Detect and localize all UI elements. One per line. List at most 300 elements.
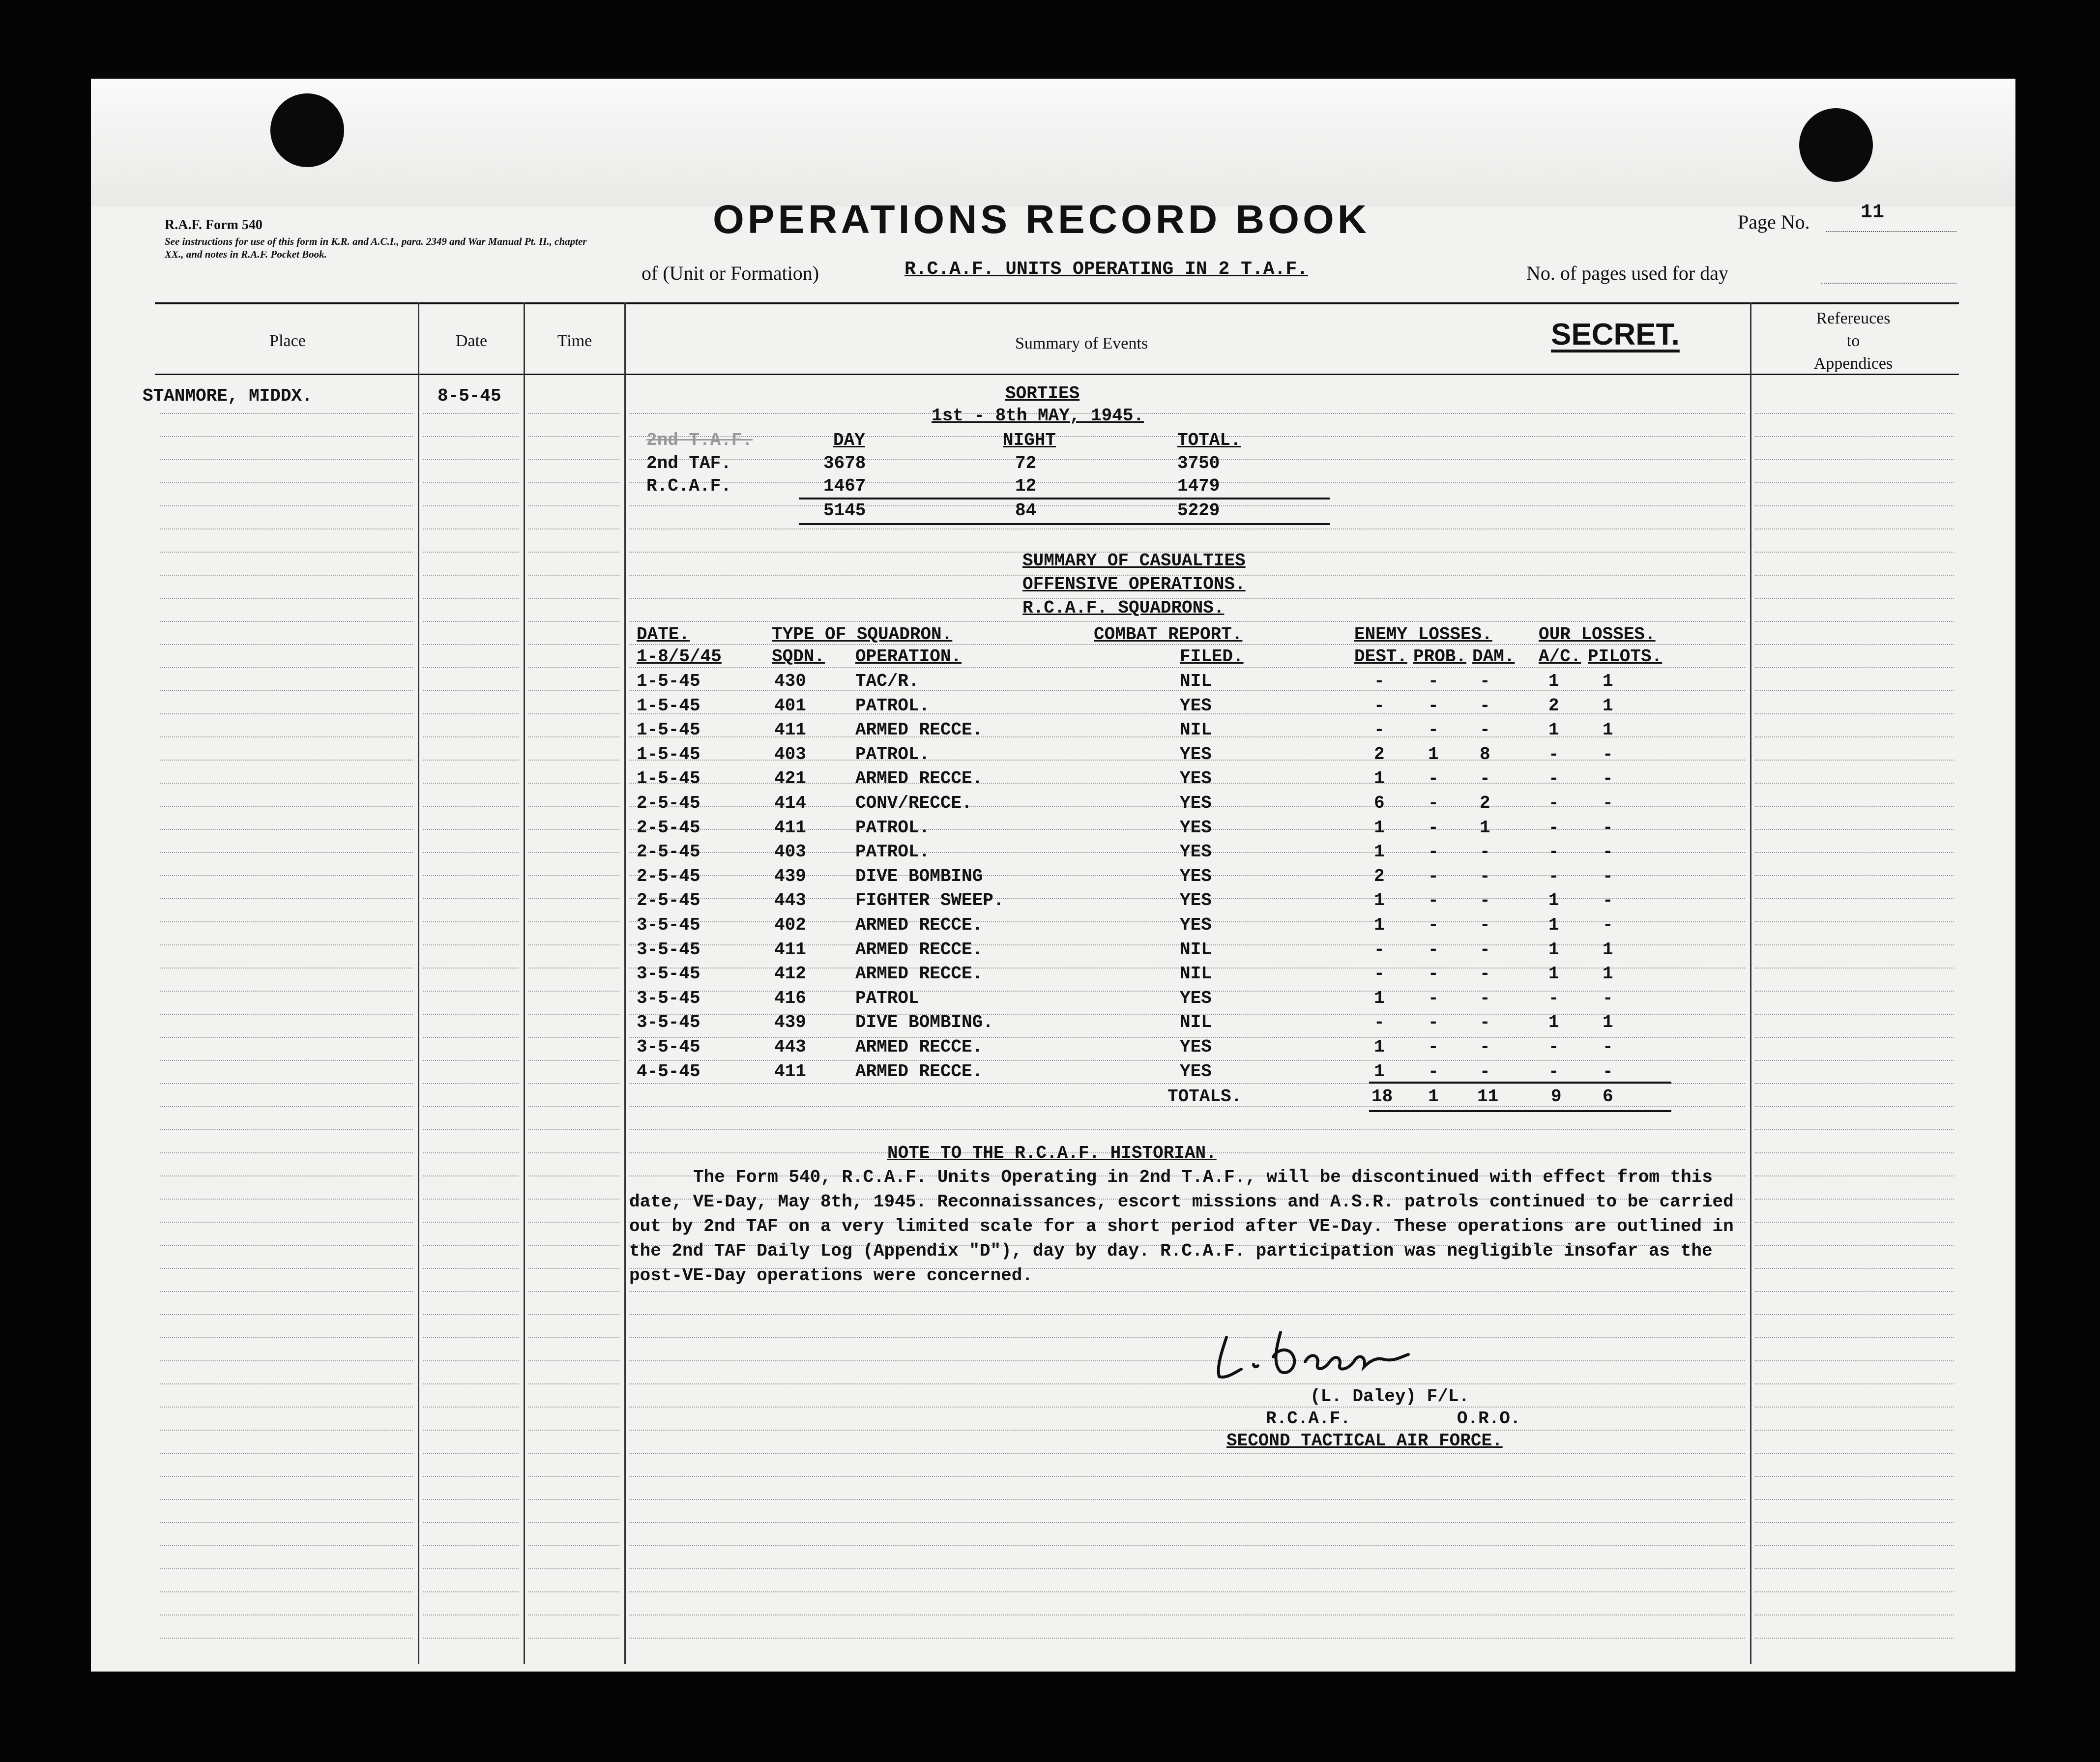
sorties-period: 1st - 8th MAY, 1945.	[932, 406, 1144, 426]
ruled-dotted-line	[528, 713, 619, 714]
ruled-dotted-line	[160, 991, 413, 992]
sorties-row-total: 3750	[1177, 453, 1220, 473]
cas-cell-date: 1-5-45	[637, 768, 700, 789]
ruled-dotted-line	[1755, 760, 1954, 761]
sorties-col-day: DAY	[833, 430, 865, 450]
ruled-dotted-line	[1755, 505, 1954, 506]
casualties-title-1: SUMMARY OF CASUALTIES	[1022, 551, 1246, 571]
ruled-dotted-line	[528, 1083, 619, 1084]
cas-cell-filed: YES	[1180, 1061, 1212, 1082]
cas-cell-operation: ARMED RECCE.	[855, 768, 983, 789]
ruled-dotted-line	[160, 1337, 413, 1338]
ruled-dotted-line	[629, 1314, 1745, 1315]
ruled-dotted-line	[1755, 736, 1954, 737]
signature-unit: SECOND TACTICAL AIR FORCE.	[1226, 1431, 1503, 1451]
ruled-dotted-line	[528, 1360, 619, 1361]
ruled-dotted-line	[528, 1037, 619, 1038]
ruled-dotted-line	[1755, 1522, 1954, 1523]
ruled-dotted-line	[528, 690, 619, 691]
ruled-dotted-line	[629, 1430, 1745, 1431]
ruled-dotted-line	[629, 1291, 1745, 1292]
cas-cell-filed: NIL	[1180, 720, 1212, 740]
ruled-dotted-line	[423, 1291, 519, 1292]
ruled-dotted-line	[423, 829, 519, 830]
ruled-dotted-line	[160, 1522, 413, 1523]
cas-cell-pilots: -	[1603, 1061, 1613, 1082]
ruled-dotted-line	[528, 944, 619, 945]
cas-cell-prob: -	[1428, 964, 1439, 984]
cas-cell-prob: -	[1428, 1012, 1439, 1033]
ruled-dotted-line	[160, 1037, 413, 1038]
header-references	[1752, 307, 1954, 375]
ruled-dotted-line	[160, 1430, 413, 1431]
cas-cell-dest: 1	[1374, 768, 1385, 789]
cas-cell-dest: -	[1374, 1012, 1385, 1033]
ruled-dotted-line	[423, 1360, 519, 1361]
ruled-dotted-line	[160, 1106, 413, 1107]
ruled-dotted-line	[160, 552, 413, 553]
cas-cell-operation: DIVE BOMBING	[855, 866, 983, 886]
cas-total-prob: 1	[1428, 1087, 1439, 1107]
ruled-dotted-line	[160, 1083, 413, 1084]
cas-cell-dam: -	[1480, 890, 1490, 911]
cas-cell-dam: 2	[1480, 793, 1490, 813]
ruled-dotted-line	[1755, 1568, 1954, 1569]
cas-cell-dest: 1	[1374, 842, 1385, 862]
ruled-dotted-line	[629, 1545, 1745, 1546]
cas-cell-dam: -	[1480, 768, 1490, 789]
cas-sub-sqdn: SQDN.	[772, 646, 825, 667]
ruled-dotted-line	[1755, 621, 1954, 622]
ruled-dotted-line	[1755, 644, 1954, 645]
cas-cell-prob: -	[1428, 695, 1439, 716]
ruled-dotted-line	[423, 875, 519, 876]
ruled-dotted-line	[160, 1060, 413, 1061]
ruled-dotted-line	[423, 1337, 519, 1338]
cas-cell-filed: NIL	[1180, 964, 1212, 984]
cas-cell-dest: 1	[1374, 988, 1385, 1008]
cas-cell-prob: -	[1428, 915, 1439, 935]
cas-cell-pilots: -	[1603, 915, 1613, 935]
cas-cell-pilots: 1	[1603, 671, 1613, 691]
cas-cell-filed: YES	[1180, 695, 1212, 716]
ruled-dotted-line	[528, 482, 619, 483]
cas-total-dam: 11	[1477, 1087, 1499, 1107]
ruled-dotted-line	[528, 644, 619, 645]
cas-cell-sqdn: 421	[774, 768, 806, 789]
note-body: The Form 540, R.C.A.F. Units Operating in 2nd T.A.F., will be discontinued with effect from this date, VE-Day, May 8th, 1945. Reconnaissances, escort missions and A.S.R. patrols continued to be carried out by 2nd TAF on a very limited scale for a short period after VE-Day. These operations are outlined in the 2nd TAF Daily Log (Appendix "D"), day by day. R.C.A.F. participation was negligible insofar as the post-VE-Day operations were concerned.	[629, 1167, 1734, 1286]
ruled-dotted-line	[528, 413, 619, 414]
ruled-dotted-line	[423, 783, 519, 784]
ruled-dotted-line	[423, 1245, 519, 1246]
cas-sub-filed: FILED.	[1180, 646, 1244, 667]
ruled-dotted-line	[160, 1129, 413, 1130]
cas-cell-dam: -	[1480, 720, 1490, 740]
cas-sub-ac: A/C.	[1539, 646, 1581, 667]
ruled-dotted-line	[1755, 783, 1954, 784]
sorties-total-night: 84	[1015, 500, 1037, 521]
ruled-dotted-line	[1755, 944, 1954, 945]
cas-cell-dam: -	[1480, 866, 1490, 886]
cas-cell-sqdn: 402	[774, 915, 806, 935]
cas-cell-dam: -	[1480, 988, 1490, 1008]
ruled-dotted-line	[160, 459, 413, 460]
sorties-row-day: 3678	[823, 453, 866, 473]
ruled-dotted-line	[160, 667, 413, 668]
cas-cell-sqdn: 412	[774, 964, 806, 984]
ruled-dotted-line	[1755, 1383, 1954, 1384]
cas-cell-prob: -	[1428, 866, 1439, 886]
ruled-dotted-line	[528, 1268, 619, 1269]
cas-cell-sqdn: 403	[774, 842, 806, 862]
ruled-dotted-line	[629, 1638, 1745, 1639]
ruled-dotted-line	[528, 968, 619, 969]
ruled-dotted-line	[1755, 1291, 1954, 1292]
ruled-dotted-line	[629, 1360, 1745, 1361]
ruled-dotted-line	[423, 644, 519, 645]
cas-cell-dest: -	[1374, 939, 1385, 960]
ruled-dotted-line	[423, 1499, 519, 1500]
cas-cell-date: 2-5-45	[637, 817, 700, 838]
cas-cell-prob: -	[1428, 671, 1439, 691]
ruled-dotted-line	[1755, 1638, 1954, 1639]
ruled-dotted-line	[528, 1522, 619, 1523]
ruled-dotted-line	[160, 1152, 413, 1153]
ruled-dotted-line	[528, 1199, 619, 1200]
divider-summary-refs	[1750, 302, 1751, 1664]
cas-cell-sqdn: 411	[774, 1061, 806, 1082]
cas-cell-dam: -	[1480, 695, 1490, 716]
cas-cell-prob: -	[1428, 890, 1439, 911]
cas-cell-pilots: 1	[1603, 964, 1613, 984]
cas-cell-operation: ARMED RECCE.	[855, 1037, 983, 1057]
ruled-dotted-line	[528, 1476, 619, 1477]
ruled-dotted-line	[528, 1430, 619, 1431]
ruled-dotted-line	[423, 1591, 519, 1592]
ruled-dotted-line	[160, 1591, 413, 1592]
unit-value: R.C.A.F. UNITS OPERATING IN 2 T.A.F.	[904, 259, 1308, 280]
cas-cell-sqdn: 430	[774, 671, 806, 691]
ruled-dotted-line	[629, 1522, 1745, 1523]
ruled-dotted-line	[160, 1476, 413, 1477]
ruled-dotted-line	[528, 1175, 619, 1176]
ruled-dotted-line	[160, 1291, 413, 1292]
ruled-dotted-line	[1755, 598, 1954, 599]
cas-cell-filed: YES	[1180, 1037, 1212, 1057]
ruled-dotted-line	[160, 436, 413, 437]
ruled-dotted-line	[528, 1106, 619, 1107]
ruled-dotted-line	[423, 944, 519, 945]
ruled-dotted-line	[528, 1591, 619, 1592]
ruled-dotted-line	[160, 575, 413, 576]
ruled-dotted-line	[629, 621, 1745, 622]
cas-cell-ac: 1	[1548, 964, 1559, 984]
cas-total-pilots: 6	[1603, 1087, 1613, 1107]
cas-cell-date: 2-5-45	[637, 842, 700, 862]
ruled-dotted-line	[160, 505, 413, 506]
cas-sub-prob: PROB.	[1413, 646, 1467, 667]
ruled-dotted-line	[423, 1199, 519, 1200]
ruled-dotted-line	[1755, 1407, 1954, 1408]
ruled-dotted-line	[528, 1291, 619, 1292]
cas-totals-rule-top	[1369, 1082, 1671, 1084]
ruled-dotted-line	[160, 1453, 413, 1454]
cas-cell-filed: YES	[1180, 842, 1212, 862]
ruled-dotted-line	[423, 575, 519, 576]
header-summary: Summary of Events	[1015, 334, 1148, 352]
cas-cell-pilots: 1	[1603, 695, 1613, 716]
cas-cell-dest: 1	[1374, 1037, 1385, 1057]
ruled-dotted-line	[423, 1638, 519, 1639]
sorties-row-night: 12	[1015, 476, 1037, 496]
cas-cell-pilots: -	[1603, 744, 1613, 764]
ruled-dotted-line	[1755, 1222, 1954, 1223]
entry-place: STANMORE, MIDDX.	[143, 386, 313, 406]
ruled-dotted-line	[160, 875, 413, 876]
sorties-col-total: TOTAL.	[1177, 430, 1241, 450]
cas-cell-ac: 2	[1548, 695, 1559, 716]
ruled-dotted-line	[160, 1245, 413, 1246]
cas-cell-operation: DIVE BOMBING.	[855, 1012, 993, 1033]
cas-cell-date: 3-5-45	[637, 988, 700, 1008]
ruled-dotted-line	[1755, 575, 1954, 576]
ruled-dotted-line	[160, 1568, 413, 1569]
cas-cell-dam: -	[1480, 1061, 1490, 1082]
ruled-dotted-line	[423, 1430, 519, 1431]
ruled-dotted-line	[160, 829, 413, 830]
ruled-dotted-line	[528, 898, 619, 899]
cas-cell-dam: -	[1480, 1012, 1490, 1033]
cas-cell-pilots: -	[1603, 768, 1613, 789]
cas-cell-dam: 8	[1480, 744, 1490, 764]
ruled-dotted-line	[160, 921, 413, 922]
ruled-dotted-line	[423, 1476, 519, 1477]
cas-cell-date: 1-5-45	[637, 695, 700, 716]
sorties-sum-rule-top	[799, 498, 1330, 499]
ruled-dotted-line	[1755, 1268, 1954, 1269]
ruled-dotted-line	[528, 1568, 619, 1569]
ruled-dotted-line	[423, 413, 519, 414]
ruled-dotted-line	[528, 806, 619, 807]
ruled-dotted-line	[423, 1152, 519, 1153]
cas-cell-ac: -	[1548, 768, 1559, 789]
ruled-dotted-line	[160, 806, 413, 807]
cas-cell-sqdn: 411	[774, 720, 806, 740]
ruled-dotted-line	[528, 621, 619, 622]
ruled-dotted-line	[423, 852, 519, 853]
ruled-dotted-line	[1755, 1175, 1954, 1176]
table-top-rule	[155, 302, 1959, 304]
ruled-dotted-line	[423, 1037, 519, 1038]
cas-cell-sqdn: 411	[774, 817, 806, 838]
ruled-dotted-line	[528, 1314, 619, 1315]
ruled-dotted-line	[160, 968, 413, 969]
ruled-dotted-line	[1755, 413, 1954, 414]
ruled-dotted-line	[528, 1060, 619, 1061]
ruled-dotted-line	[629, 667, 1745, 668]
cas-cell-ac: -	[1548, 1061, 1559, 1082]
ruled-dotted-line	[423, 1407, 519, 1408]
ruled-dotted-line	[528, 1453, 619, 1454]
ruled-dotted-line	[423, 1014, 519, 1015]
ruled-dotted-line	[1755, 482, 1954, 483]
cas-cell-filed: YES	[1180, 890, 1212, 911]
ruled-dotted-line	[528, 1638, 619, 1639]
cas-cell-dam: -	[1480, 1037, 1490, 1057]
header-references-line2: to	[1846, 332, 1860, 350]
ruled-dotted-line	[160, 713, 413, 714]
ruled-dotted-line	[423, 921, 519, 922]
ruled-dotted-line	[528, 760, 619, 761]
cas-cell-prob: 1	[1428, 744, 1439, 764]
cas-h-enemy: ENEMY LOSSES.	[1354, 624, 1492, 645]
form-number: R.A.F. Form 540	[165, 217, 262, 233]
page-title: OPERATIONS RECORD BOOK	[713, 197, 1370, 242]
cas-cell-operation: PATROL.	[855, 695, 930, 716]
ruled-dotted-line	[528, 1383, 619, 1384]
cas-h-combat: COMBAT REPORT.	[1094, 624, 1243, 645]
cas-cell-dest: 1	[1374, 1061, 1385, 1082]
cas-cell-ac: 1	[1548, 915, 1559, 935]
ruled-dotted-line	[1755, 1314, 1954, 1315]
ruled-dotted-line	[160, 644, 413, 645]
signature-name: (L. Daley) F/L.	[1310, 1386, 1470, 1407]
cas-cell-date: 2-5-45	[637, 890, 700, 911]
cas-cell-prob: -	[1428, 768, 1439, 789]
divider-time-summary	[624, 302, 626, 1664]
signature-line2: R.C.A.F. O.R.O.	[1266, 1409, 1521, 1429]
ruled-dotted-line	[528, 1337, 619, 1338]
ruled-dotted-line	[423, 552, 519, 553]
ruled-dotted-line	[1755, 1083, 1954, 1084]
ruled-dotted-line	[423, 760, 519, 761]
ruled-dotted-line	[629, 1499, 1745, 1500]
cas-cell-sqdn: 443	[774, 1037, 806, 1057]
ruled-dotted-line	[1755, 1453, 1954, 1454]
cas-cell-ac: 1	[1548, 720, 1559, 740]
ruled-dotted-line	[629, 1476, 1745, 1477]
cas-cell-sqdn: 401	[774, 695, 806, 716]
cas-cell-pilots: -	[1603, 842, 1613, 862]
ruled-dotted-line	[423, 1222, 519, 1223]
ruled-dotted-line	[528, 459, 619, 460]
ruled-dotted-line	[1755, 1129, 1954, 1130]
ruled-dotted-line	[1755, 1337, 1954, 1338]
ruled-dotted-line	[160, 690, 413, 691]
cas-cell-prob: -	[1428, 842, 1439, 862]
ruled-dotted-line	[528, 1129, 619, 1130]
cas-cell-dest: 1	[1374, 915, 1385, 935]
ruled-dotted-line	[160, 1268, 413, 1269]
cas-cell-dam: 1	[1480, 817, 1490, 838]
ruled-dotted-line	[160, 1638, 413, 1639]
cas-cell-date: 1-5-45	[637, 671, 700, 691]
ruled-dotted-line	[1755, 1106, 1954, 1107]
ruled-dotted-line	[423, 1106, 519, 1107]
cas-cell-ac: -	[1548, 842, 1559, 862]
ruled-dotted-line	[160, 852, 413, 853]
cas-h-type: TYPE OF SQUADRON.	[772, 624, 953, 645]
ruled-dotted-line	[528, 829, 619, 830]
cas-cell-dest: 6	[1374, 793, 1385, 813]
header-references-line1: Refereuces	[1816, 309, 1891, 327]
cas-cell-sqdn: 439	[774, 866, 806, 886]
cas-cell-date: 3-5-45	[637, 939, 700, 960]
ruled-dotted-line	[1755, 1591, 1954, 1592]
cas-cell-date: 3-5-45	[637, 1037, 700, 1057]
cas-cell-operation: PATROL.	[855, 842, 930, 862]
pages-used-dotline	[1821, 283, 1956, 284]
cas-cell-pilots: 1	[1603, 1012, 1613, 1033]
cas-cell-date: 2-5-45	[637, 866, 700, 886]
ruled-dotted-line	[528, 991, 619, 992]
ruled-dotted-line	[160, 1175, 413, 1176]
ruled-dotted-line	[160, 1222, 413, 1223]
header-place: Place	[269, 332, 306, 350]
ruled-dotted-line	[1755, 1430, 1954, 1431]
ruled-dotted-line	[423, 1545, 519, 1546]
cas-cell-date: 1-5-45	[637, 720, 700, 740]
ruled-dotted-line	[423, 690, 519, 691]
ruled-dotted-line	[423, 667, 519, 668]
cas-cell-filed: NIL	[1180, 939, 1212, 960]
ruled-dotted-line	[160, 1499, 413, 1500]
cas-cell-pilots: -	[1603, 890, 1613, 911]
cas-cell-operation: PATROL.	[855, 817, 930, 838]
cas-cell-operation: PATROL	[855, 988, 919, 1008]
ruled-dotted-line	[423, 505, 519, 506]
cas-cell-prob: -	[1428, 1061, 1439, 1082]
cas-cell-dest: -	[1374, 671, 1385, 691]
ruled-dotted-line	[528, 1407, 619, 1408]
page-no-label: Page No.	[1738, 211, 1810, 233]
ruled-dotted-line	[1755, 1499, 1954, 1500]
ruled-dotted-line	[1755, 1037, 1954, 1038]
cas-cell-dest: -	[1374, 720, 1385, 740]
cas-cell-dam: -	[1480, 939, 1490, 960]
ruled-dotted-line	[423, 621, 519, 622]
cas-cell-ac: -	[1548, 817, 1559, 838]
cas-cell-prob: -	[1428, 817, 1439, 838]
ruled-dotted-line	[423, 459, 519, 460]
cas-cell-filed: YES	[1180, 988, 1212, 1008]
ruled-dotted-line	[160, 1314, 413, 1315]
ruled-dotted-line	[1755, 852, 1954, 853]
divider-date-time	[524, 302, 525, 1664]
ruled-dotted-line	[528, 505, 619, 506]
cas-cell-date: 1-5-45	[637, 744, 700, 764]
cas-cell-date: 3-5-45	[637, 1012, 700, 1033]
ruled-dotted-line	[629, 1591, 1745, 1592]
ruled-dotted-line	[423, 1129, 519, 1130]
cas-cell-prob: -	[1428, 988, 1439, 1008]
cas-cell-operation: ARMED RECCE.	[855, 720, 983, 740]
cas-cell-sqdn: 416	[774, 988, 806, 1008]
ruled-dotted-line	[1755, 806, 1954, 807]
header-bottom-rule	[155, 374, 1959, 375]
cas-cell-pilots: 1	[1603, 939, 1613, 960]
sorties-crossed-label: 2nd T.A.F.	[646, 430, 753, 450]
sorties-sum-rule-bottom	[799, 523, 1330, 525]
ruled-dotted-line	[423, 713, 519, 714]
ruled-dotted-line	[423, 1083, 519, 1084]
cas-h-our: OUR LOSSES.	[1539, 624, 1656, 645]
ruled-dotted-line	[528, 1222, 619, 1223]
cas-cell-dam: -	[1480, 671, 1490, 691]
ruled-dotted-line	[629, 1407, 1745, 1408]
ruled-dotted-line	[1755, 552, 1954, 553]
ruled-dotted-line	[1755, 713, 1954, 714]
